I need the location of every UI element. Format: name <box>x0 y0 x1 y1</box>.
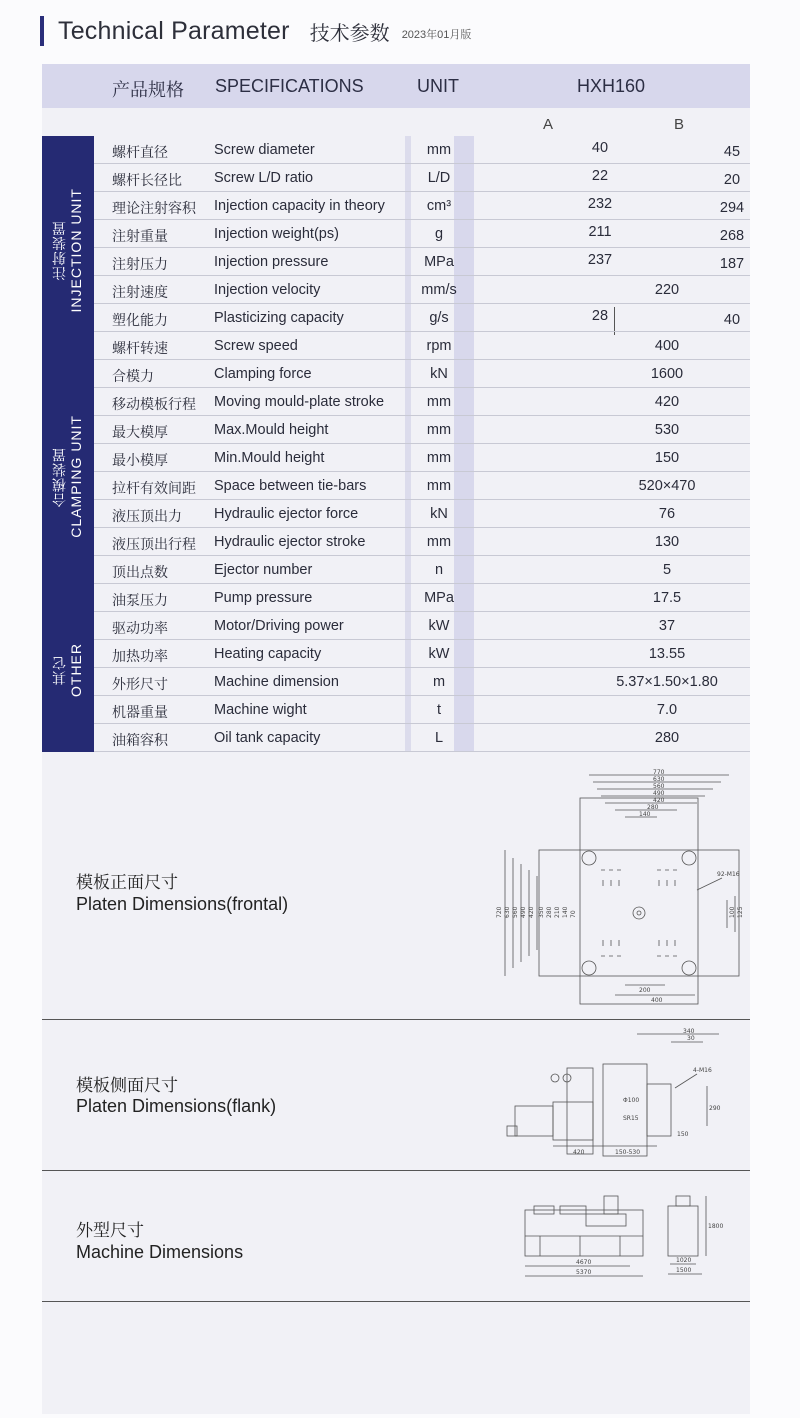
dim-label: 5370 <box>576 1269 592 1276</box>
value-b: 187 <box>719 256 745 272</box>
param-unit: mm/s <box>421 282 457 298</box>
param-cn: 螺杆转速 <box>112 340 168 356</box>
param-cn: 移动模板行程 <box>112 396 196 412</box>
dim-label: 140 <box>562 906 569 918</box>
param-name: Space between tie-bars <box>214 478 367 494</box>
value: 5 <box>662 562 672 578</box>
table-row <box>94 388 750 416</box>
value-b: 20 <box>723 172 741 188</box>
param-unit: mm <box>426 478 452 494</box>
param-name: Hydraulic ejector stroke <box>214 534 366 550</box>
param-unit: kN <box>430 366 448 382</box>
dim-label: 400 <box>651 997 663 1004</box>
param-name: Injection weight(ps) <box>214 226 339 242</box>
value: 150 <box>654 450 680 466</box>
param-cn: 油泵压力 <box>112 592 168 608</box>
table-row <box>94 556 750 584</box>
param-cn: 机器重量 <box>112 704 168 720</box>
value: 530 <box>654 422 680 438</box>
value: 17.5 <box>652 590 682 606</box>
value: 280 <box>654 730 680 746</box>
param-name: Max.Mould height <box>214 422 329 438</box>
value: 5.37×1.50×1.80 <box>616 674 718 690</box>
value-a: 28 <box>591 308 609 324</box>
param-cn: 拉杆有效间距 <box>112 480 196 496</box>
param-name: Injection pressure <box>214 254 329 270</box>
frontal-title-cn: 模板正面尺寸 <box>76 873 178 892</box>
header-specifications: SPECIFICATIONS <box>215 76 364 96</box>
dim-label: 350 <box>538 906 545 918</box>
page-title: Technical Parameter <box>58 17 290 45</box>
value-b: 294 <box>719 200 745 216</box>
param-cn: 外形尺寸 <box>112 676 168 692</box>
dim-label: Φ100 <box>623 1097 640 1104</box>
param-unit: mm <box>426 142 452 158</box>
page-title-cn: 技术参数 <box>309 23 390 45</box>
value-b: 45 <box>723 144 741 160</box>
dim-label: 100 <box>729 906 736 918</box>
value: 400 <box>654 338 680 354</box>
machine-outline-drawing <box>520 1188 724 1288</box>
group-injection-unit <box>42 136 94 364</box>
table-row <box>94 584 750 612</box>
dim-label: 340 <box>683 1028 695 1035</box>
value-a: 40 <box>591 140 609 156</box>
param-unit: kW <box>428 646 450 662</box>
param-name: Motor/Driving power <box>214 618 344 634</box>
dim-label: 150 <box>677 1131 689 1138</box>
dim-label: 92-M16 <box>717 871 740 878</box>
table-row <box>94 528 750 556</box>
table-row <box>94 332 750 360</box>
group-label-cn: 注射装置 <box>51 220 67 280</box>
param-unit: g/s <box>429 310 449 326</box>
dim-label: 420 <box>528 906 535 918</box>
param-name: Machine wight <box>214 702 307 718</box>
value-a: 22 <box>591 168 609 184</box>
value-a: 211 <box>588 224 612 240</box>
section-divider <box>42 1301 750 1302</box>
param-unit: MPa <box>424 254 454 270</box>
dim-label: 290 <box>709 1105 721 1112</box>
dim-label: 4670 <box>576 1259 592 1266</box>
dim-label: 630 <box>653 776 665 783</box>
param-name: Screw speed <box>214 338 298 354</box>
section-divider <box>42 1170 750 1171</box>
header-model: HXH160 <box>577 76 646 96</box>
param-name: Min.Mould height <box>214 450 325 466</box>
value: 37 <box>658 618 676 634</box>
param-cn: 合模力 <box>112 368 154 384</box>
param-cn: 螺杆直径 <box>112 144 168 160</box>
param-cn: 理论注射容积 <box>112 200 196 216</box>
header-unit: UNIT <box>417 76 459 96</box>
value: 76 <box>658 506 676 522</box>
group-clamping-unit <box>42 364 94 588</box>
flank-title-en: Platen Dimensions(flank) <box>76 1096 277 1116</box>
param-name: Heating capacity <box>214 646 322 662</box>
param-unit: g <box>434 226 444 242</box>
group-label-en: CLAMPING UNIT <box>68 414 84 538</box>
dim-label: 1500 <box>676 1267 692 1274</box>
table-row <box>94 276 750 304</box>
param-name: Injection capacity in theory <box>214 198 385 214</box>
table-row <box>94 444 750 472</box>
param-cn: 注射速度 <box>112 284 168 300</box>
param-unit: L <box>434 730 444 746</box>
dim-label: 420 <box>653 797 665 804</box>
table-row <box>94 500 750 528</box>
param-name: Pump pressure <box>214 590 313 606</box>
dim-label: 560 <box>512 906 519 918</box>
param-cn: 油箱容积 <box>112 732 168 748</box>
param-cn: 注射压力 <box>112 256 168 272</box>
value: 130 <box>654 534 680 550</box>
table-row <box>94 612 750 640</box>
table-row <box>94 248 750 276</box>
value: 420 <box>654 394 680 410</box>
value: 7.0 <box>656 702 678 718</box>
dim-label: 280 <box>647 804 659 811</box>
param-name: Screw L/D ratio <box>214 170 314 186</box>
table-row <box>94 416 750 444</box>
table-row <box>94 640 750 668</box>
group-label-cn: 合模装置 <box>51 446 67 506</box>
param-cn: 最小模厚 <box>112 452 168 468</box>
param-unit: MPa <box>424 590 454 606</box>
param-unit: mm <box>426 422 452 438</box>
param-unit: cm³ <box>426 198 452 214</box>
table-row <box>94 164 750 192</box>
platen-frontal-drawing <box>497 770 747 1006</box>
value-b: 40 <box>723 312 741 328</box>
dim-label: 4-M16 <box>693 1067 712 1074</box>
table-header <box>42 64 750 108</box>
table-row <box>94 220 750 248</box>
param-unit: m <box>432 674 446 690</box>
dim-label: 30 <box>687 1035 695 1042</box>
param-cn: 注射重量 <box>112 228 168 244</box>
dim-label: 200 <box>639 987 651 994</box>
param-name: Screw diameter <box>214 142 315 158</box>
header-product-spec: 产品规格 <box>112 80 184 100</box>
param-cn: 液压顶出力 <box>112 508 182 524</box>
param-cn: 驱动功率 <box>112 620 168 636</box>
group-label-en: OTHER <box>68 643 84 697</box>
dim-label: 70 <box>570 910 577 918</box>
param-unit: rpm <box>426 338 452 354</box>
dim-label: 1020 <box>676 1257 692 1264</box>
dim-label: SR15 <box>623 1115 639 1122</box>
value: 520×470 <box>638 478 696 494</box>
param-cn: 液压顶出行程 <box>112 536 196 552</box>
param-unit: mm <box>426 534 452 550</box>
dim-label: 560 <box>653 783 665 790</box>
spec-sheet <box>42 64 750 1414</box>
param-unit: L/D <box>427 170 451 186</box>
flank-title-cn: 模板侧面尺寸 <box>76 1076 178 1095</box>
machine-title-en: Machine Dimensions <box>76 1242 244 1262</box>
param-name: Clamping force <box>214 366 312 382</box>
table-row <box>94 136 750 164</box>
group-label-en: INJECTION UNIT <box>68 187 84 313</box>
table-row <box>94 696 750 724</box>
table-row <box>94 668 750 696</box>
param-cn: 加热功率 <box>112 648 168 664</box>
platen-flank-drawing <box>507 1030 722 1162</box>
dim-label: 420 <box>573 1149 585 1156</box>
param-cn: 最大模厚 <box>112 424 168 440</box>
dim-label: 140 <box>639 811 651 818</box>
dim-label: 150-530 <box>615 1149 641 1156</box>
table-row <box>94 360 750 388</box>
edition-label: 2023年01月版 <box>401 29 472 41</box>
param-name: Oil tank capacity <box>214 730 321 746</box>
param-unit: t <box>436 702 442 718</box>
param-name: Ejector number <box>214 562 313 578</box>
title-accent-bar <box>40 16 44 46</box>
value: 13.55 <box>648 646 686 662</box>
param-unit: n <box>434 562 444 578</box>
page-header <box>40 12 471 46</box>
dim-label: 210 <box>554 906 561 918</box>
table-row <box>94 724 750 752</box>
param-unit: mm <box>426 450 452 466</box>
table-row <box>94 192 750 220</box>
param-name: Machine dimension <box>214 674 339 690</box>
frontal-title-en: Platen Dimensions(frontal) <box>76 894 289 914</box>
machine-title-cn: 外型尺寸 <box>76 1221 144 1240</box>
dim-label: 490 <box>653 790 665 797</box>
group-other <box>42 588 94 752</box>
param-name: Moving mould-plate stroke <box>214 394 385 410</box>
table-row <box>94 472 750 500</box>
value-a: 237 <box>587 252 613 268</box>
param-unit: kW <box>428 618 450 634</box>
param-name: Hydraulic ejector force <box>214 506 359 522</box>
variant-header <box>42 108 750 136</box>
dim-label: 720 <box>496 906 503 918</box>
dim-label: 125 <box>737 906 744 918</box>
param-cn: 塑化能力 <box>112 312 168 328</box>
value: 1600 <box>650 366 684 382</box>
table-row <box>94 304 750 332</box>
param-cn: 顶出点数 <box>112 564 168 580</box>
dim-label: 630 <box>504 906 511 918</box>
section-divider <box>42 1019 750 1020</box>
dim-label: 770 <box>653 769 665 776</box>
dim-label: 280 <box>546 906 553 918</box>
param-cn: 螺杆长径比 <box>112 172 182 188</box>
value: 220 <box>654 282 680 298</box>
value-a: 232 <box>587 196 613 212</box>
param-unit: mm <box>426 394 452 410</box>
dim-label: 1800 <box>708 1223 724 1230</box>
param-name: Plasticizing capacity <box>214 310 344 326</box>
param-name: Injection velocity <box>214 282 321 298</box>
dim-label: 490 <box>520 906 527 918</box>
group-label-cn: 其它 <box>51 655 67 685</box>
value-b: 268 <box>719 228 745 244</box>
variant-a-label: A <box>543 116 554 133</box>
param-unit: kN <box>430 506 448 522</box>
variant-b-label: B <box>674 116 685 133</box>
